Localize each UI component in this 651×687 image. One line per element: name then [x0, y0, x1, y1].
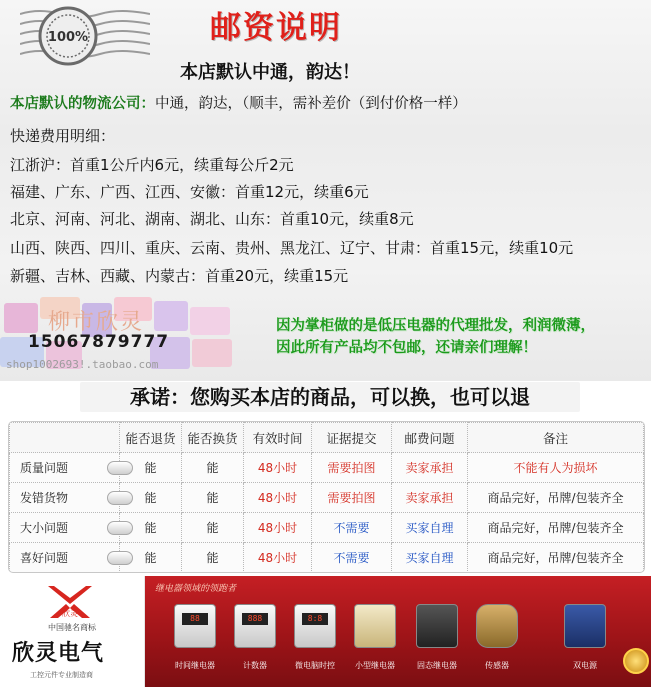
product-label: 固态继电器 — [417, 661, 457, 670]
table-cell: 能 — [120, 513, 182, 543]
return-promise-banner: 承诺：您购买本店的商品，可以换，也可以退 — [80, 382, 580, 412]
quality-stamp-icon — [20, 4, 150, 70]
brand-banner[interactable] — [0, 576, 651, 687]
fee-row: 新疆、吉林、西藏、内蒙古：首重20元，续重15元 — [10, 267, 349, 285]
logistics-label: 本店默认的物流公司： — [10, 96, 155, 112]
table-cell: 48小时 — [244, 513, 312, 543]
product-label: 双电源 — [573, 661, 597, 670]
table-cell: 能 — [182, 513, 244, 543]
logistics-value: 中通，韵达，（顺丰，需补差价（到付价格一样） — [155, 96, 467, 112]
table-row — [10, 483, 644, 513]
product-label: 时间继电器 — [175, 661, 215, 670]
product-item[interactable] — [225, 604, 285, 684]
table-cell: 能 — [182, 543, 244, 573]
product-label: 微电脑时控 — [295, 661, 335, 670]
product-item[interactable] — [345, 604, 405, 684]
table-cell: 买家自理 — [392, 513, 468, 543]
issue-cell: 发错货物 — [10, 483, 120, 513]
table-cell: 需要拍图 — [312, 483, 392, 513]
logistics-line — [10, 92, 467, 113]
product-item[interactable] — [285, 604, 345, 684]
brand-mark-text: 欣灵 — [62, 609, 78, 618]
issue-cell: 质量问题 — [10, 453, 120, 483]
time-relay-icon: 88 — [174, 604, 216, 648]
table-cell: 商品完好，吊牌/包装齐全 — [468, 513, 644, 543]
product-label: 传感器 — [485, 661, 509, 670]
table-header: 能否换货 — [182, 423, 244, 453]
fee-row: 福建、广东、广西、江西、安徽：首重12元，续重6元 — [10, 183, 369, 201]
pill-icon — [107, 551, 133, 565]
table-cell: 卖家承担 — [392, 453, 468, 483]
table-cell: 不需要 — [312, 513, 392, 543]
product-label: 小型继电器 — [355, 661, 395, 670]
fee-section-title: 快递费用明细： — [10, 127, 116, 145]
issue-cell: 喜好问题 — [10, 543, 120, 573]
table-cell: 48小时 — [244, 483, 312, 513]
brand-badge: 中国驰名商标 — [48, 623, 96, 632]
pill-icon — [107, 461, 133, 475]
fee-row: 江浙沪：首重1公斤内6元，续重每公斤2元 — [10, 156, 294, 174]
contact-phone: 15067879777 — [28, 332, 170, 352]
table-cell: 需要拍图 — [312, 453, 392, 483]
default-courier-line: 本店默认中通，韵达！ — [180, 62, 360, 83]
issue-cell: 大小问题 — [10, 513, 120, 543]
table-header: 邮费问题 — [392, 423, 468, 453]
table-cell: 能 — [182, 453, 244, 483]
product-item[interactable] — [467, 604, 527, 684]
table-cell: 买家自理 — [392, 543, 468, 573]
table-header: 有效时间 — [244, 423, 312, 453]
brand-subtitle: 工控元件专业制造商 — [30, 671, 93, 679]
table-row — [10, 513, 644, 543]
table-cell: 能 — [182, 483, 244, 513]
brand-name: 欣灵电气 — [12, 641, 105, 666]
page-title: 邮资说明 — [210, 10, 342, 46]
table-header: 能否退货 — [120, 423, 182, 453]
fee-row: 山西、陕西、四川、重庆、云南、贵州、黑龙江、辽宁、甘肃：首重15元，续重10元 — [10, 239, 574, 257]
table-cell: 48小时 — [244, 543, 312, 573]
timer-switch-icon: 8:8 — [294, 604, 336, 648]
product-label: 计数器 — [243, 661, 267, 670]
table-cell: 不能有人为损坏 — [468, 453, 644, 483]
gold-seal-icon — [623, 648, 649, 674]
table-cell: 能 — [120, 483, 182, 513]
table-header — [10, 423, 120, 453]
product-item[interactable] — [165, 604, 225, 684]
sensor-icon — [476, 604, 518, 648]
table-cell: 商品完好，吊牌/包装齐全 — [468, 543, 644, 573]
shop-url: shop1002693!.taobao.com — [6, 358, 159, 371]
no-free-shipping-notice — [276, 315, 595, 359]
brand-logo-area — [0, 576, 145, 687]
fee-row: 北京、河南、河北、湖南、湖北、山东：首重10元，续重8元 — [10, 210, 414, 228]
counter-icon: 888 — [234, 604, 276, 648]
table-row — [10, 453, 644, 483]
product-showcase — [145, 576, 651, 687]
product-item[interactable] — [407, 604, 467, 684]
return-policy-table — [8, 421, 645, 573]
table-header-row — [10, 423, 644, 453]
mini-relay-icon — [354, 604, 396, 648]
table-cell: 能 — [120, 453, 182, 483]
pill-icon — [107, 491, 133, 505]
table-cell: 卖家承担 — [392, 483, 468, 513]
table-cell: 能 — [120, 543, 182, 573]
stamp-text: 100% — [47, 30, 89, 45]
brand-logo-icon — [42, 582, 98, 622]
pill-icon — [107, 521, 133, 535]
dual-power-switch-icon — [564, 604, 606, 648]
product-item[interactable] — [555, 604, 615, 684]
table-cell: 不需要 — [312, 543, 392, 573]
solid-state-relay-icon — [416, 604, 458, 648]
table-cell: 商品完好，吊牌/包装齐全 — [468, 483, 644, 513]
table-cell: 48小时 — [244, 453, 312, 483]
table-row — [10, 543, 644, 573]
table-header: 证据提交 — [312, 423, 392, 453]
notice-line: 因此所有产品均不包邮，还请亲们理解！ — [276, 340, 537, 356]
table-header: 备注 — [468, 423, 644, 453]
notice-line: 因为掌柜做的是低压电器的代理批发，利润微薄， — [276, 318, 595, 334]
store-watermark: 柳市欣灵 — [48, 310, 145, 335]
brand-tagline: 继电器领域的领跑者 — [155, 584, 237, 594]
